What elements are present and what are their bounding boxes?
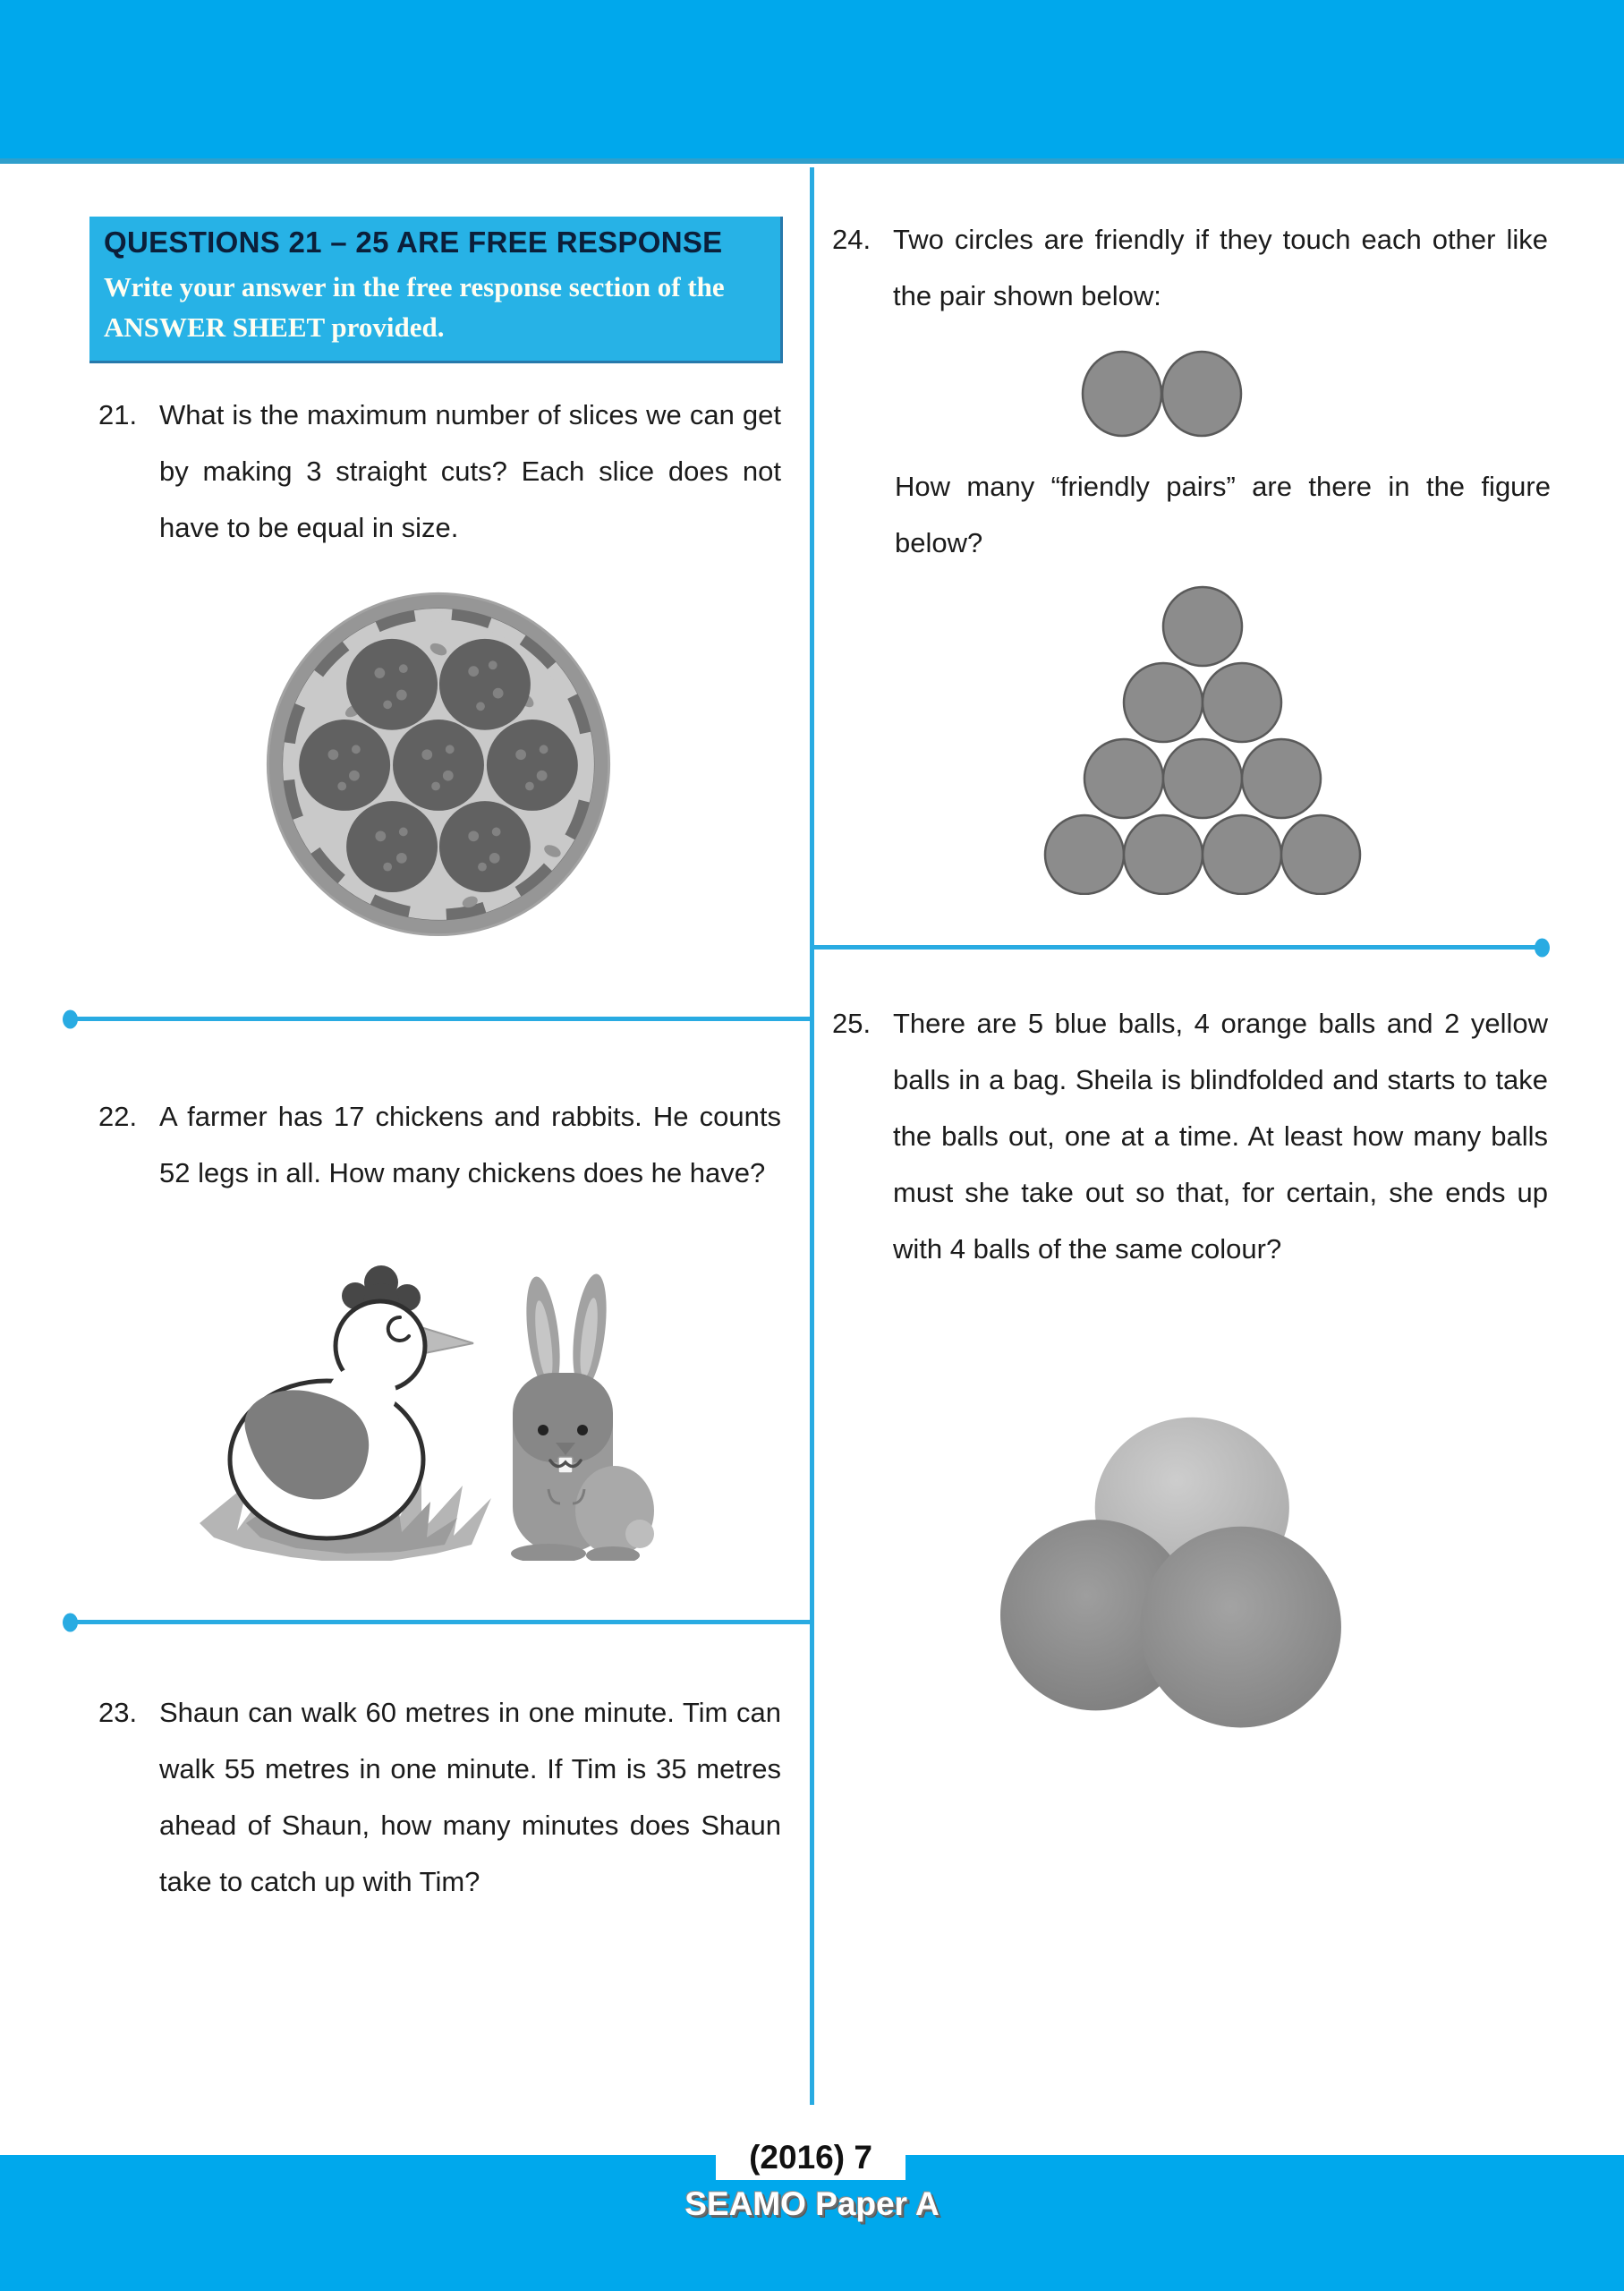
question-24-number: 24. — [832, 224, 872, 255]
question-21 — [98, 387, 781, 556]
chicken-rabbit-icon — [192, 1258, 689, 1561]
paper-title: SEAMO Paper A — [684, 2185, 940, 2222]
question-23 — [98, 1684, 781, 1910]
page-number: (2016) 7 — [749, 2139, 872, 2176]
divider-endpoint-dot — [1535, 938, 1550, 957]
question-24 — [832, 211, 1548, 324]
section-divider-line — [70, 1620, 812, 1624]
friendly-pair-image — [1081, 349, 1246, 439]
question-24-text-before: Two circles are friendly if they touch each other like the pair shown below: — [893, 224, 1548, 311]
balls-image — [1000, 1389, 1358, 1742]
chicken-shape — [230, 1265, 473, 1538]
question-23-number: 23. — [98, 1697, 138, 1728]
question-21-number: 21. — [98, 399, 138, 430]
top-band — [0, 0, 1624, 164]
question-22-text: A farmer has 17 chickens and rabbits. He counts 52 legs in all. How many chickens does he have? — [159, 1101, 781, 1188]
question-25 — [832, 995, 1548, 1277]
question-23-text: Shaun can walk 60 metres in one minute. Tim can walk 55 metres in one minute. If Tim is 35 metres ahead of Shaun, how many minutes does Shaun take to catch up with Tim? — [159, 1697, 781, 1897]
question-25-number: 25. — [832, 1008, 872, 1039]
question-21-text: What is the maximum number of slices we can get by making 3 straight cuts? Each slice does not have to be equal in size. — [159, 399, 781, 543]
pizza-image — [263, 587, 614, 940]
three-balls-icon — [1000, 1389, 1358, 1742]
chicken-and-rabbit-image — [192, 1258, 689, 1561]
question-25-text: There are 5 blue balls, 4 orange balls and 2 yellow balls in a bag. Sheila is blindfolded and starts to take the balls out, one at a time. At least how many balls must she take out so that, for certain, she ends up with 4 balls of the same colour? — [893, 1008, 1548, 1265]
divider-endpoint-dot — [63, 1009, 78, 1028]
circle-pyramid-icon — [1042, 583, 1365, 895]
question-22 — [98, 1088, 781, 1201]
page-number-box — [716, 2135, 906, 2180]
question-22-number: 22. — [98, 1101, 138, 1132]
rabbit-shape — [511, 1272, 654, 1561]
section-divider-line — [70, 1017, 812, 1021]
question-24-text-after: How many “friendly pairs” are there in the figure below? — [895, 471, 1551, 558]
free-response-instruction-box — [89, 217, 783, 363]
section-divider-line — [812, 945, 1543, 950]
pizza-icon — [263, 587, 614, 940]
instruction-subtitle: Write your answer in the free response section of the ANSWER SHEET provided. — [104, 271, 725, 343]
instruction-title: QUESTIONS 21 – 25 ARE FREE RESPONSE — [104, 226, 723, 259]
divider-endpoint-dot — [63, 1613, 78, 1631]
column-divider-line — [810, 167, 814, 2105]
circle-pyramid-image — [1042, 583, 1365, 895]
touching-circles-icon — [1081, 349, 1246, 439]
